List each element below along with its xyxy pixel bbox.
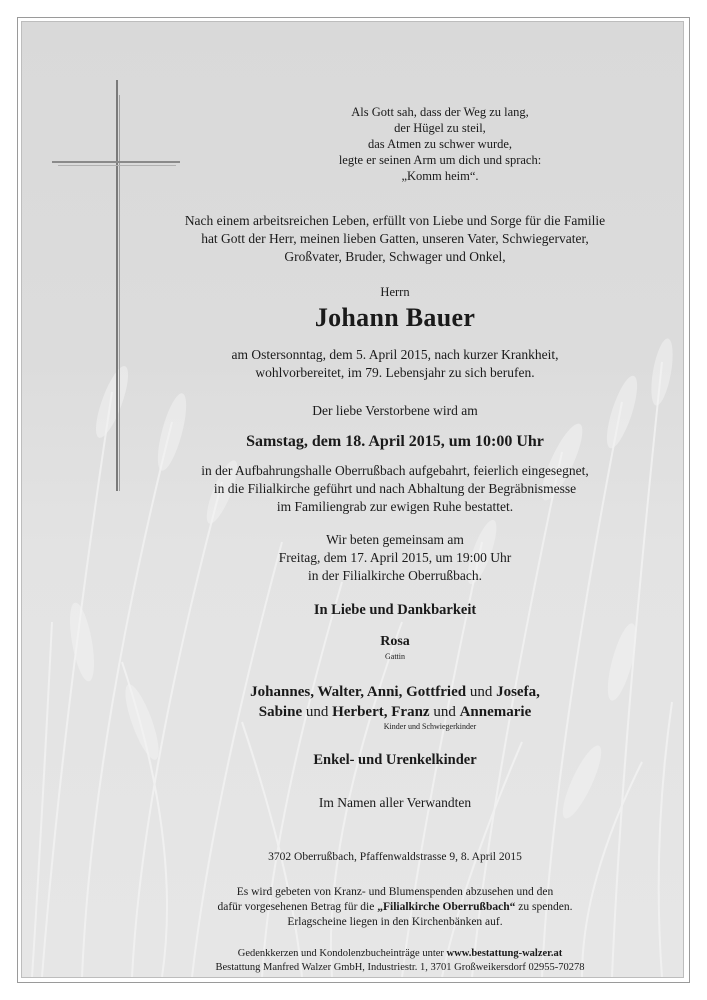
prayer-line: in der Filialkirche Oberrußbach. — [308, 568, 482, 583]
intro-text — [100, 212, 690, 266]
footer — [120, 947, 680, 975]
intro-line: hat Gott der Herr, meinen lieben Gatten, unseren Vater, Schwiegervater, — [201, 231, 589, 246]
separator: , — [536, 684, 540, 700]
poem-line: „Komm heim“. — [401, 169, 479, 183]
funeral-line: im Familiengrab zur ewigen Ruhe bestattet. — [276, 499, 514, 514]
child-name: Herbert — [332, 704, 384, 720]
relatives: Im Namen aller Verwandten — [318, 795, 472, 810]
cross-horizontal-beam — [52, 161, 180, 163]
poem-line: der Hügel zu steil, — [394, 121, 486, 135]
child-name: Sabine — [258, 704, 303, 720]
spouse-name: Rosa — [380, 634, 410, 649]
grandchildren: Enkel- und Urenkelkinder — [313, 752, 477, 768]
footer-line: Bestattung Manfred Walzer GmbH, Industriestr. 1, 3701 Großweikersdorf 02955-70278 — [215, 962, 585, 973]
poem-line: Als Gott sah, dass der Weg zu lang, — [351, 105, 529, 119]
child-name: Walter — [317, 684, 361, 700]
website-link[interactable]: www.bestattung-walzer.at — [446, 948, 563, 959]
separator: , — [310, 684, 318, 700]
separator: , — [398, 684, 407, 700]
child-name: Annemarie — [459, 704, 532, 720]
poem-line: legte er seinen Arm um dich und sprach: — [338, 153, 542, 167]
death-notice — [150, 346, 640, 382]
child-name: Franz — [391, 704, 430, 720]
funeral-date: Samstag, dem 18. April 2015, um 10:00 Uhr — [246, 433, 544, 450]
children-line-1 — [130, 682, 660, 702]
cross-vertical-beam — [116, 80, 118, 491]
conjunction: und — [466, 684, 497, 700]
separator: , — [360, 684, 367, 700]
prayer-line: Freitag, dem 17. April 2015, um 19:00 Uhr — [278, 550, 512, 565]
footer-line — [120, 947, 680, 961]
donation-text: zu spenden. — [515, 901, 573, 913]
child-name: Johannes — [250, 684, 311, 700]
donation-text: dafür vorgesehenen Betrag für die — [217, 901, 378, 913]
conjunction: und — [429, 704, 460, 720]
cross-horizontal-shadow — [58, 165, 176, 166]
donation-line — [140, 900, 650, 915]
funeral-details — [130, 462, 660, 516]
donation-request — [140, 885, 650, 930]
footer-text: Gedenkkerzen und Kondolenzbucheinträge unter — [237, 948, 447, 959]
intro-line: Großvater, Bruder, Schwager und Onkel, — [284, 249, 506, 264]
gratitude-heading: In Liebe und Dankbarkeit — [313, 602, 477, 618]
funeral-line: in die Filialkirche geführt und nach Abhaltung der Begräbnismesse — [213, 481, 577, 496]
children-line-2 — [130, 702, 660, 722]
child-name: Anni — [366, 684, 399, 700]
death-line: am Ostersonntag, dem 5. April 2015, nach kurzer Krankheit, — [231, 347, 559, 362]
child-name: Gottfried — [406, 684, 467, 700]
funeral-line: in der Aufbahrungshalle Oberrußbach aufgebahrt, feierlich eingesegnet, — [201, 463, 589, 478]
separator: , — [383, 704, 392, 720]
donation-line: Erlagscheine liegen in den Kirchenbänken auf. — [287, 916, 503, 928]
place-date: 3702 Oberrußbach, Pfaffenwaldstrasse 9, 8. April 2015 — [268, 851, 522, 863]
conjunction: und — [302, 704, 333, 720]
cross-vertical-shadow — [119, 95, 120, 491]
prayer-line: Wir beten gemeinsam am — [326, 532, 464, 547]
intro-line: Nach einem arbeitsreichen Leben, erfüllt von Liebe und Sorge für die Familie — [184, 213, 606, 228]
funeral-intro: Der liebe Verstorbene wird am — [312, 403, 478, 418]
children-role: Kinder und Schwiegerkinder — [383, 722, 477, 731]
donation-line: Es wird gebeten von Kranz- und Blumenspenden abzusehen und den — [236, 886, 554, 898]
deceased-name: Johann Bauer — [314, 303, 476, 332]
donation-recipient: „Filialkirche Oberrußbach“ — [377, 901, 516, 913]
poem-line: das Atmen zu schwer wurde, — [367, 137, 513, 151]
prayer-notice — [200, 531, 590, 585]
death-line: wohlvorbereitet, im 79. Lebensjahr zu sich berufen. — [255, 365, 535, 380]
spouse-role: Gattin — [385, 652, 405, 661]
child-name: Josefa — [496, 684, 537, 700]
poem — [290, 104, 590, 184]
salutation: Herrn — [380, 285, 410, 299]
